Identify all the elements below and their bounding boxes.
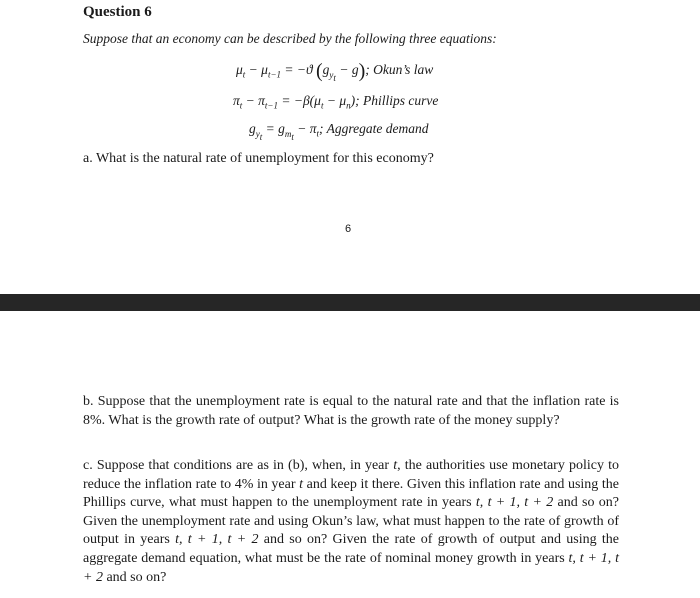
okun-law-label: ; Okun’s law xyxy=(365,62,434,77)
page-number: 6 xyxy=(345,223,352,235)
page-divider xyxy=(0,294,700,311)
aggregate-demand-label: ; Aggregate demand xyxy=(319,121,429,136)
phillips-curve-label: ; Phillips curve xyxy=(355,93,439,108)
phillips-curve-equation: $\pi_t - \pi_{t-1} = -\beta(\mu_t - \mu_n)$; Phillips curve xyxy=(233,93,439,111)
question-b: b. Suppose that the unemployment rate is equal to the natural rate and that the inflation rate is 8%. What is the growth rate of output? What is the growth rate of the money supply? xyxy=(83,394,619,428)
aggregate-demand-equation: $g_{y_t} = g_{m_t} - \pi_t$; Aggregate demand xyxy=(249,121,429,142)
question-c: c. Suppose that conditions are as in (b), when, in year t, the authorities use monetary policy to reduce the inflation rate to 4% in year t and keep it there. Given this inflation rate and using the Phillips curve, what must happen to the unemployment rate in years t, t + 1, t + 2 and so on? Given the unemployment rate and using Okun’s law, what must happen to the rate of growth of output in years t, t + 1, t + 2 and so on? Given the rate of growth of output and using the aggregate demand equation, what must be the rate of nominal money growth in years t, t + 1, t + 2 and so on? xyxy=(83,458,619,585)
okun-law-equation: $\mu_t - \mu_{t-1} = -ϑ$ $(g_{y_t} - g)$; Okun’s law xyxy=(236,60,434,83)
intro-text: Suppose that an economy can be described by the following three equations: xyxy=(83,31,497,46)
question-a: a. What is the natural rate of unemployment for this economy? xyxy=(83,151,434,166)
question-heading: Question 6 xyxy=(83,4,152,20)
